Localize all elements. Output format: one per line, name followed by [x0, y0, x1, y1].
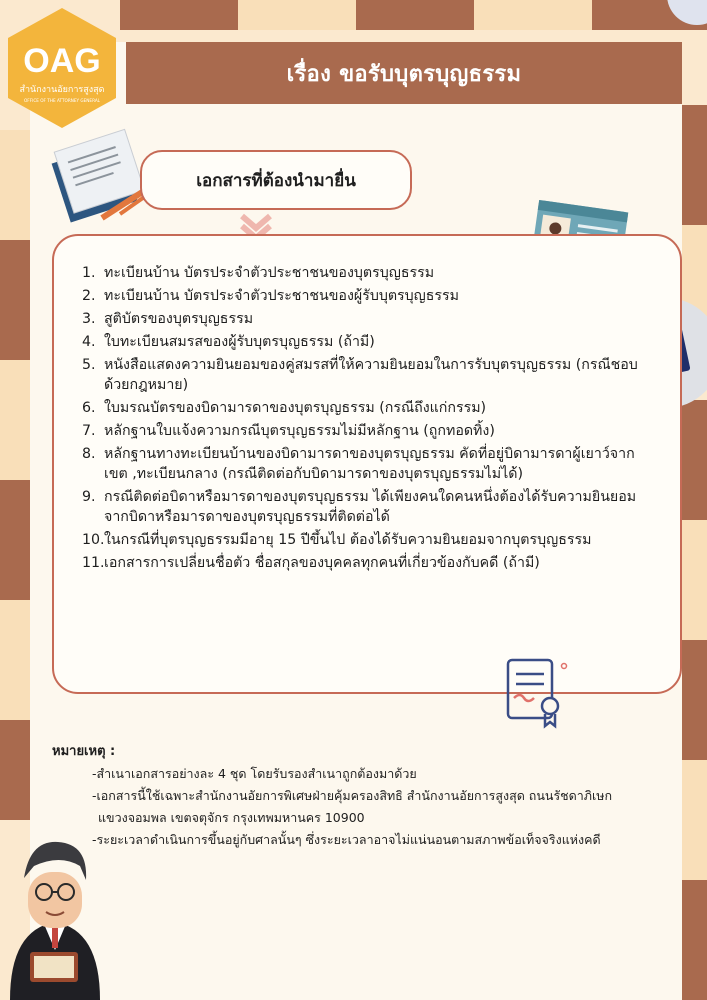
requirement-text: ในกรณีที่บุตรบุญธรรมมีอายุ 15 ปีขึ้นไป ต้องได้รับความยินยอมจากบุตรบุญธรรม	[104, 532, 592, 548]
requirement-number: 7.	[82, 423, 96, 439]
note-line: -ระยะเวลาดำเนินการขึ้นอยู่กับศาลนั้นๆ ซึ่งระยะเวลาอาจไม่แน่นอนตามสภาพข้อเท็จจริงแห่งคดี	[92, 832, 601, 847]
requirement-text: ทะเบียนบ้าน บัตรประจำตัวประชาชนของผู้รับบุตรบุญธรรม	[104, 288, 460, 304]
page-title: เรื่อง ขอรับบุตรบุญธรรม	[286, 61, 522, 87]
requirement-item	[82, 553, 642, 573]
requirement-text: หลักฐานใบแจ้งความกรณีบุตรบุญธรรมไม่มีหลักฐาน (ถูกทอดทิ้ง)	[104, 423, 495, 439]
requirement-item	[82, 444, 642, 484]
requirement-number: 2.	[82, 288, 96, 304]
requirement-number: 9.	[82, 489, 96, 505]
requirement-text: ทะเบียนบ้าน บัตรประจำตัวประชาชนของบุตรบุญธรรม	[104, 265, 435, 281]
title-bar	[126, 42, 682, 104]
logo-text: OAG	[23, 42, 101, 80]
requirement-item	[82, 355, 642, 395]
requirement-number: 3.	[82, 311, 96, 327]
requirement-item	[82, 530, 642, 550]
corner-circle-decoration	[657, 0, 707, 30]
section-subtitle: เอกสารที่ต้องนำมายื่น	[196, 170, 356, 191]
requirement-item	[82, 263, 642, 283]
requirement-item	[82, 487, 642, 527]
note-line: -สำเนาเอกสารอย่างละ 4 ชุด โดยรับรองสำเนาถูกต้องมาด้วย	[92, 766, 417, 781]
requirement-number: 10.	[82, 532, 105, 548]
logo-subtitle-th: สำนักงานอัยการสูงสุด	[19, 85, 105, 95]
section-subtitle-box	[140, 150, 412, 210]
requirement-text: หลักฐานทางทะเบียนบ้านของบิดามารดาของบุตรบุญธรรม คัดที่อยู่บิดามารดาผู้เยาว์จากเขต ,ทะเบียนกลาง (กรณีติดต่อกับบิดามารดาของบุตรบุญธรรมไม่ได้)	[104, 446, 635, 482]
requirement-number: 1.	[82, 265, 96, 281]
requirement-number: 4.	[82, 334, 96, 350]
requirement-text: กรณีติดต่อบิดาหรือมารดาของบุตรบุญธรรม ได้เพียงคนใดคนหนึ่งต้องได้รับความยินยอมจากบิดาหรือมารดาของบุตรบุญธรรมที่ติดต่อได้	[104, 489, 637, 525]
requirement-item	[82, 398, 642, 418]
lawyer-character-illustration	[0, 800, 110, 1000]
requirement-item	[82, 286, 642, 306]
note-line: แขวงจอมพล เขตจตุจักร กรุงเทพมหานคร 10900	[98, 810, 365, 825]
requirement-number: 6.	[82, 400, 96, 416]
oag-logo	[0, 6, 124, 130]
requirement-text: ใบมรณบัตรของบิดามารดาของบุตรบุญธรรม (กรณีถึงแก่กรรม)	[104, 400, 487, 416]
requirement-text: ใบทะเบียนสมรสของผู้รับบุตรบุญธรรม (ถ้ามี)	[104, 334, 375, 350]
requirement-text: หนังสือแสดงความยินยอมของคู่สมรสที่ให้ความยินยอมในการรับบุตรบุญธรรม (กรณีชอบด้วยกฎหมาย)	[104, 357, 638, 393]
requirement-number: 11.	[82, 555, 105, 571]
notes-title: หมายเหตุ :	[52, 744, 116, 759]
notes-lines	[92, 763, 682, 851]
requirement-item	[82, 332, 642, 352]
logo-subtitle-en: OFFICE OF THE ATTORNEY GENERAL	[23, 98, 101, 103]
requirements-list	[82, 263, 642, 576]
requirement-number: 5.	[82, 357, 96, 373]
certificate-icon	[500, 654, 572, 730]
requirement-number: 8.	[82, 446, 96, 462]
requirement-item	[82, 309, 642, 329]
requirement-text: สูติบัตรของบุตรบุญธรรม	[104, 311, 254, 327]
note-line: -เอกสารนี้ใช้เฉพาะสำนักงานอัยการพิเศษฝ่ายคุ้มครองสิทธิ สำนักงานอัยการสูงสุด ถนนรัชดาภิเษก	[92, 788, 613, 803]
requirement-item	[82, 421, 642, 441]
requirement-text: เอกสารการเปลี่ยนชื่อตัว ชื่อสกุลของบุคคลทุกคนที่เกี่ยวข้องกับคดี (ถ้ามี)	[104, 555, 540, 571]
